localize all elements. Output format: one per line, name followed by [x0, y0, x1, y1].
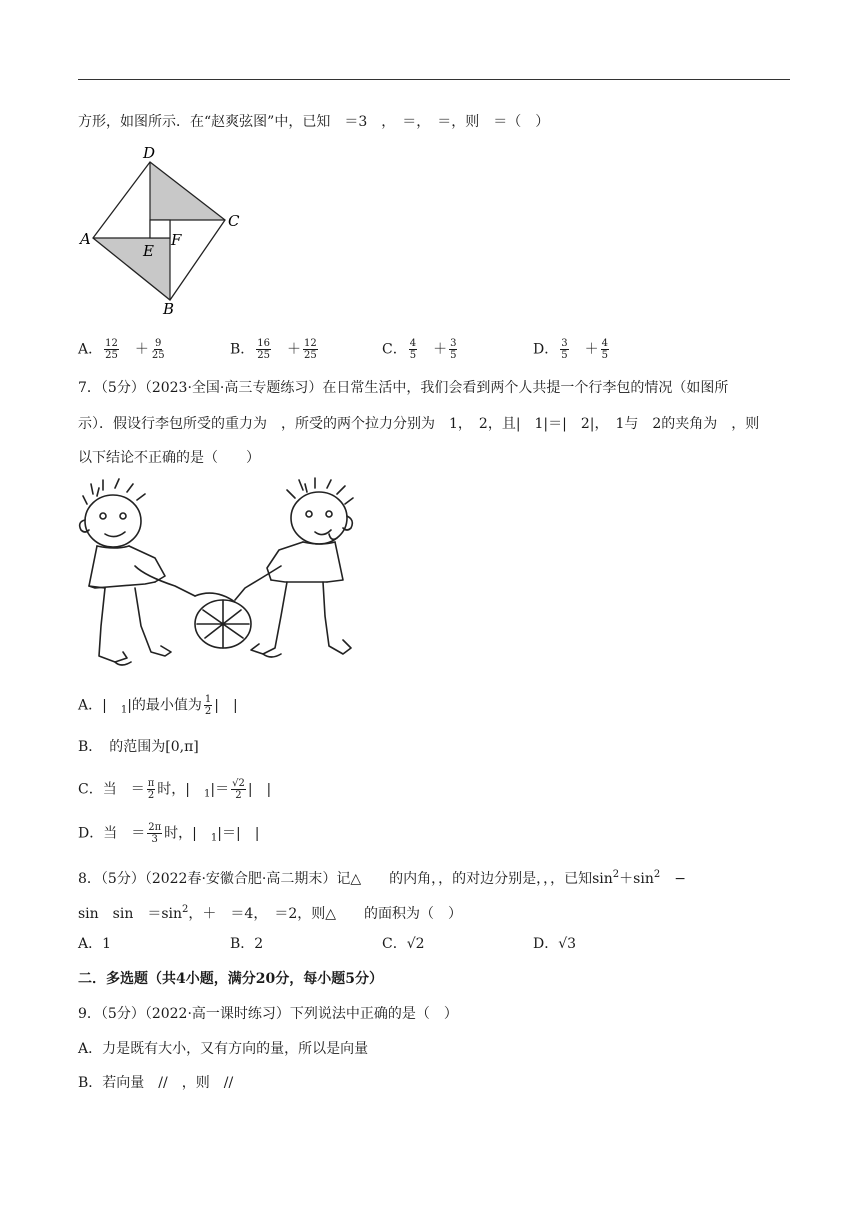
q6-option-b: B． $\frac{16}{25}$ ＋ $\frac{12}{25}$: [230, 338, 317, 361]
label-E: E: [143, 242, 154, 260]
q8-option-a: A．1: [78, 936, 112, 952]
inner-square: [150, 220, 170, 238]
q6-option-c: C． $\frac{4}{5}$ ＋ $\frac{3}{5}$: [382, 338, 457, 361]
section-2-heading: 二．多选题（共4小题，满分20分，每小题5分）: [78, 971, 383, 987]
q7-option-c: C．当 ＝ $\frac{\pi}{2}$ 时，| $_1$|＝ $\frac{√2}{2}$ | |: [78, 778, 272, 801]
q7-line-1: 7．（5分）（2023·全国·高三专题练习）在日常生活中，我们会看到两个人共提一个行李包的情况（如图所: [78, 380, 729, 396]
q8-line-1: 8．（5分）（2022春·安徽合肥·高二期末）记△ 的内角，，的对边分别是，，，已知$\sin^2+\sin^2$ −: [78, 869, 686, 887]
q7-line-2: 示）．假设行李包所受的重力为 ，所受的两个拉力分别为 1， 2，且| 1|＝| 2|， 1与 2的夹角为 ，则: [78, 416, 760, 432]
q9-option-b: B．若向量 // ，则 //: [78, 1075, 234, 1091]
label-B: B: [163, 300, 175, 318]
q6-option-d: D． $\frac{3}{5}$ ＋ $\frac{4}{5}$: [533, 338, 608, 361]
label-D: D: [143, 144, 156, 162]
q6-option-a: A． $\frac{12}{25}$ ＋ $\frac{9}{25}$: [78, 338, 165, 361]
q7-option-b: B． 的范围为[0,π]: [78, 739, 199, 755]
q8-option-d: D．√3: [533, 936, 577, 952]
two-boys-carrying-bag-illustration: [75, 476, 355, 686]
q6-stem: 方形，如图所示．在“赵爽弦图”中，已知 ＝3 ， ＝， ＝，则 ＝（ ）: [78, 114, 550, 130]
q7-option-a: A．| $_1$|的最小值为 $\frac{1}{2}$ | |: [78, 694, 238, 717]
q8-option-b: B．2: [230, 936, 264, 952]
q8-option-c: C．√2: [382, 936, 425, 952]
label-A: A: [80, 230, 91, 248]
zhao-shuang-diagram: [75, 140, 255, 320]
q7-line-3: 以下结论不正确的是（ ）: [78, 450, 260, 466]
label-F: F: [171, 231, 182, 249]
q8-line-2: sin sin $=\sin^2$，＋ ＝4， ＝2，则△ 的面积为（ ）: [78, 904, 463, 922]
q7-option-d: D．当 ＝ $\frac{2\pi}{3}$ 时，| $_1$|＝| |: [78, 822, 260, 845]
label-C: C: [228, 212, 240, 230]
q9-stem: 9．（5分）（2022·高一课时练习）下列说法中正确的是（ ）: [78, 1006, 458, 1022]
q9-option-a: A．力是既有大小，又有方向的量，所以是向量: [78, 1041, 369, 1057]
header-rule: [78, 79, 790, 80]
